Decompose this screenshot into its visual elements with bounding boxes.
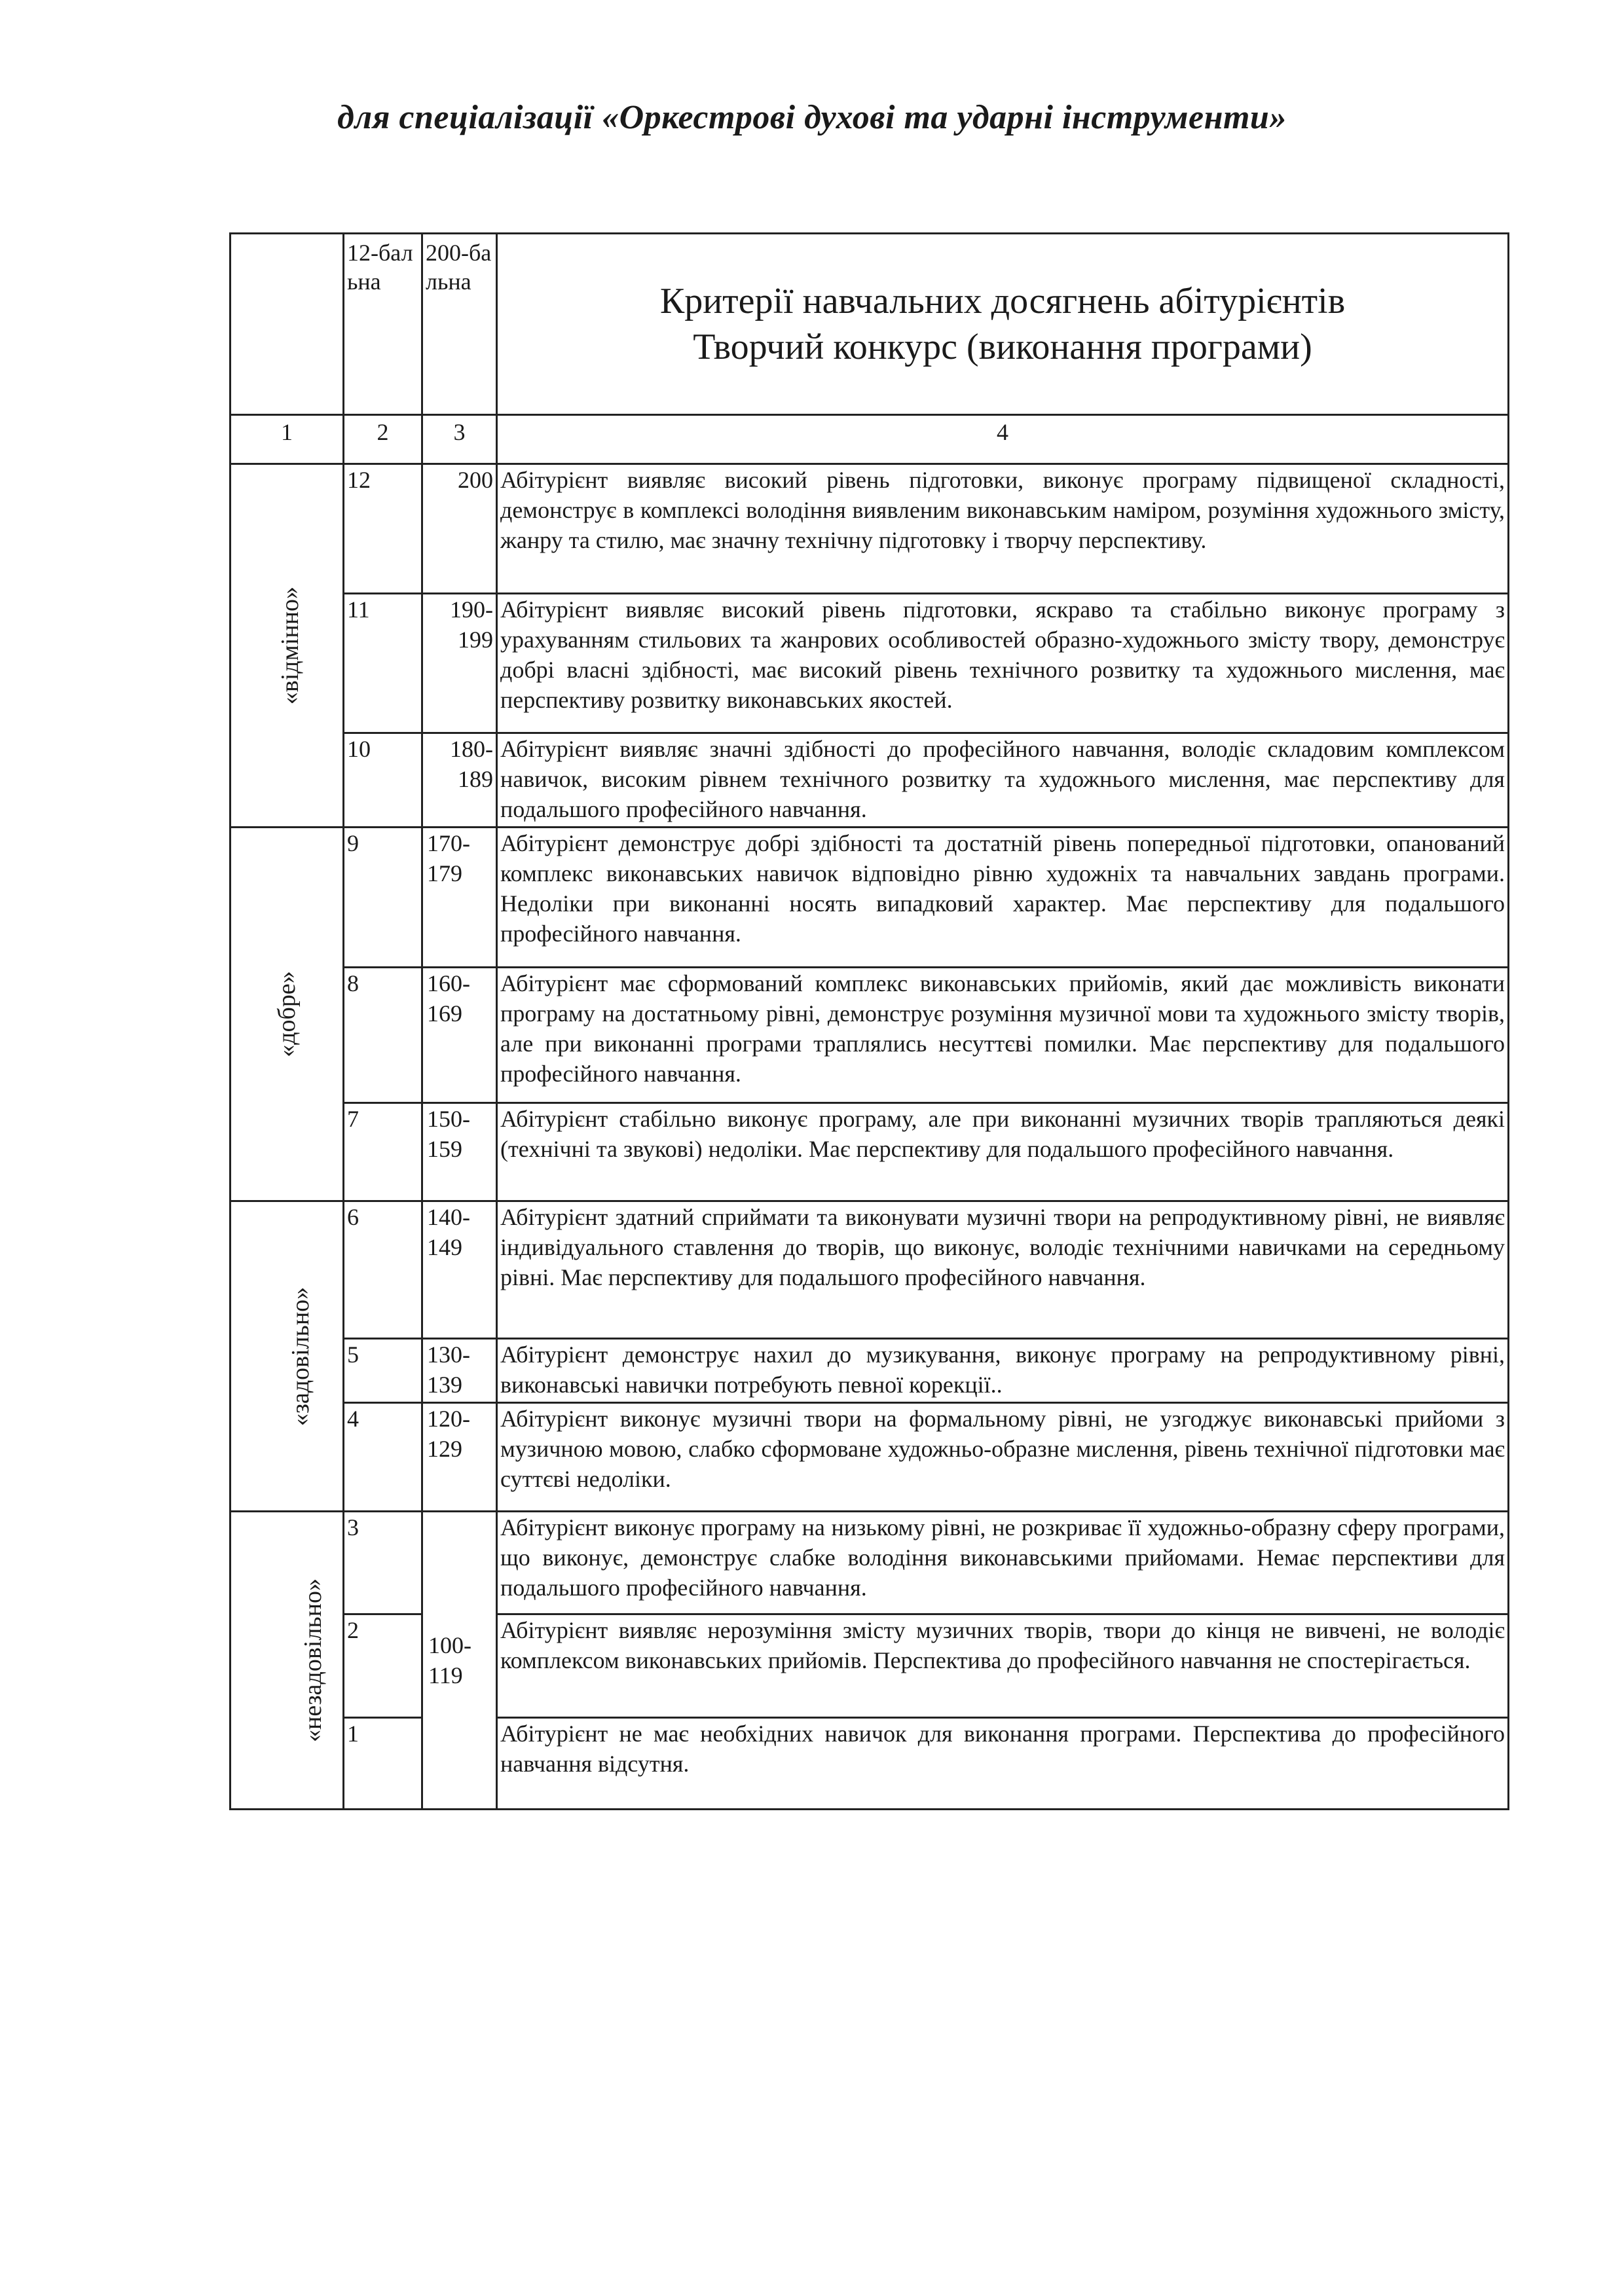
table-row <box>231 594 1509 733</box>
score-12: 6 <box>344 1201 422 1339</box>
grade-cell-good <box>231 828 344 1201</box>
score-200: 170-179 <box>422 828 497 968</box>
column-number: 4 <box>497 415 1509 464</box>
score-12: 11 <box>344 594 422 733</box>
score-200: 100-119 <box>422 1512 497 1810</box>
score-12: 8 <box>344 968 422 1103</box>
score-12: 2 <box>344 1614 422 1718</box>
criteria-description: Абітурієнт не має необхідних навичок для виконання програми. Перспектива до професійного навчання відсутня. <box>497 1718 1509 1810</box>
criteria-description: Абітурієнт виявляє нерозуміння змісту музичних творів, твори до кінця не вивчені, не володіє комплексом виконавських прийомів. Перспектива до професійного навчання не спостерігається. <box>497 1614 1509 1718</box>
criteria-description: Абітурієнт здатний сприймати та виконувати музичні твори на репродуктивному рівні, не виявляє індивідуального ставлення до творів, що виконує, володіє технічними навичками на середньому рівні. Має перспективу для подальшого професійного навчання. <box>497 1201 1509 1339</box>
header-criteria-title <box>497 234 1509 415</box>
table-row <box>231 733 1509 828</box>
page-title: для спеціалізації «Оркестрові духові та ударні інструменти» <box>337 99 1287 136</box>
criteria-title-line1: Критерії навчальних досягнень абітурієнтів <box>659 281 1346 321</box>
criteria-description: Абітурієнт виявляє значні здібності до професійного навчання, володіє складовим комплексом навичок, високим рівнем технічного розвитку та художнього мислення, має перспективу для подальшого професійного навчання. <box>497 733 1509 828</box>
score-12: 3 <box>344 1512 422 1614</box>
table-row <box>231 1403 1509 1512</box>
score-200: 140-149 <box>422 1201 497 1339</box>
criteria-description: Абітурієнт стабільно виконує програму, але при виконанні музичних творів трапляються деякі (технічні та звукові) недоліки. Має перспективу для подальшого професійного навчання. <box>497 1103 1509 1201</box>
criteria-title-line2: Творчий конкурс (виконання програми) <box>693 327 1312 367</box>
score-12: 9 <box>344 828 422 968</box>
grade-label: «добре» <box>272 971 301 1057</box>
criteria-description: Абітурієнт виявляє високий рівень підготовки, яскраво та стабільно виконує програму з урахуванням стильових та жанрових особливостей образно-художнього змісту твору, демонструє добрі власні здібності, має високий рівень технічного розвитку та художнього мислення, має перспективу розвитку виконавських якостей. <box>497 594 1509 733</box>
score-12: 12 <box>344 464 422 594</box>
grade-cell-excellent <box>231 464 344 828</box>
criteria-description: Абітурієнт має сформований комплекс виконавських прийомів, який дає можливість виконати програму на достатньому рівні, демонструє розуміння музичної мови та художнього змісту творів, але при виконанні програми траплялись несуттєві помилки. Має перспективу для подальшого професійного навчання. <box>497 968 1509 1103</box>
header-12-scale: 12-бальна <box>344 234 422 415</box>
grade-label: «відмінно» <box>276 586 304 705</box>
grade-cell-satisfactory <box>231 1201 344 1512</box>
score-200: 200 <box>422 464 497 594</box>
table-row <box>231 1201 1509 1339</box>
table-row <box>231 968 1509 1103</box>
header-200-scale: 200-бальна <box>422 234 497 415</box>
score-12: 5 <box>344 1339 422 1403</box>
grade-label: «незадовільно» <box>299 1578 327 1743</box>
column-number-row <box>231 415 1509 464</box>
grade-cell-unsatisfactory <box>231 1512 344 1810</box>
table-row <box>231 828 1509 968</box>
score-12: 4 <box>344 1403 422 1512</box>
score-200: 160-169 <box>422 968 497 1103</box>
score-12: 7 <box>344 1103 422 1201</box>
table-row <box>231 1718 1509 1810</box>
score-200: 120-129 <box>422 1403 497 1512</box>
score-200: 180-189 <box>422 733 497 828</box>
grade-label: «задовільно» <box>287 1286 315 1426</box>
table-row <box>231 1103 1509 1201</box>
score-200: 190-199 <box>422 594 497 733</box>
table-row <box>231 1614 1509 1718</box>
table-row <box>231 1339 1509 1403</box>
table-header-row <box>231 234 1509 415</box>
criteria-description: Абітурієнт демонструє добрі здібності та достатній рівень попередньої підготовки, опанований комплекс виконавських навичок відповідно рівню художніх та навчальних завдань програми. Недоліки при виконанні носять випадковий характер. Має перспективу для подальшого професійного навчання. <box>497 828 1509 968</box>
criteria-description: Абітурієнт виявляє високий рівень підготовки, виконує програму підвищеної складності, демонструє в комплексі володіння виявленим виконавським наміром, розуміння художнього змісту, жанру та стилю, має значну технічну підготовку і творчу перспективу. <box>497 464 1509 594</box>
criteria-description: Абітурієнт виконує музичні твори на формальному рівні, не узгоджує виконавські прийоми з музичною мовою, слабко сформоване художньо-образне мислення, рівень технічної підготовки має суттєві недоліки. <box>497 1403 1509 1512</box>
table-row <box>231 464 1509 594</box>
criteria-description: Абітурієнт демонструє нахил до музикування, виконує програму на репродуктивному рівні, виконавські навички потребують певної корекції.. <box>497 1339 1509 1403</box>
table-row <box>231 1512 1509 1614</box>
criteria-description: Абітурієнт виконує програму на низькому рівні, не розкриває її художньо-образну сферу програми, що виконує, демонструє слабке володіння виконавськими прийомами. Немає перспективи для подальшого професійного навчання. <box>497 1512 1509 1614</box>
column-number: 2 <box>344 415 422 464</box>
criteria-table <box>229 232 1509 1810</box>
score-200: 150-159 <box>422 1103 497 1201</box>
score-12: 10 <box>344 733 422 828</box>
score-12: 1 <box>344 1718 422 1810</box>
score-200: 130-139 <box>422 1339 497 1403</box>
header-grade-cell <box>231 234 344 415</box>
column-number: 1 <box>231 415 344 464</box>
column-number: 3 <box>422 415 497 464</box>
